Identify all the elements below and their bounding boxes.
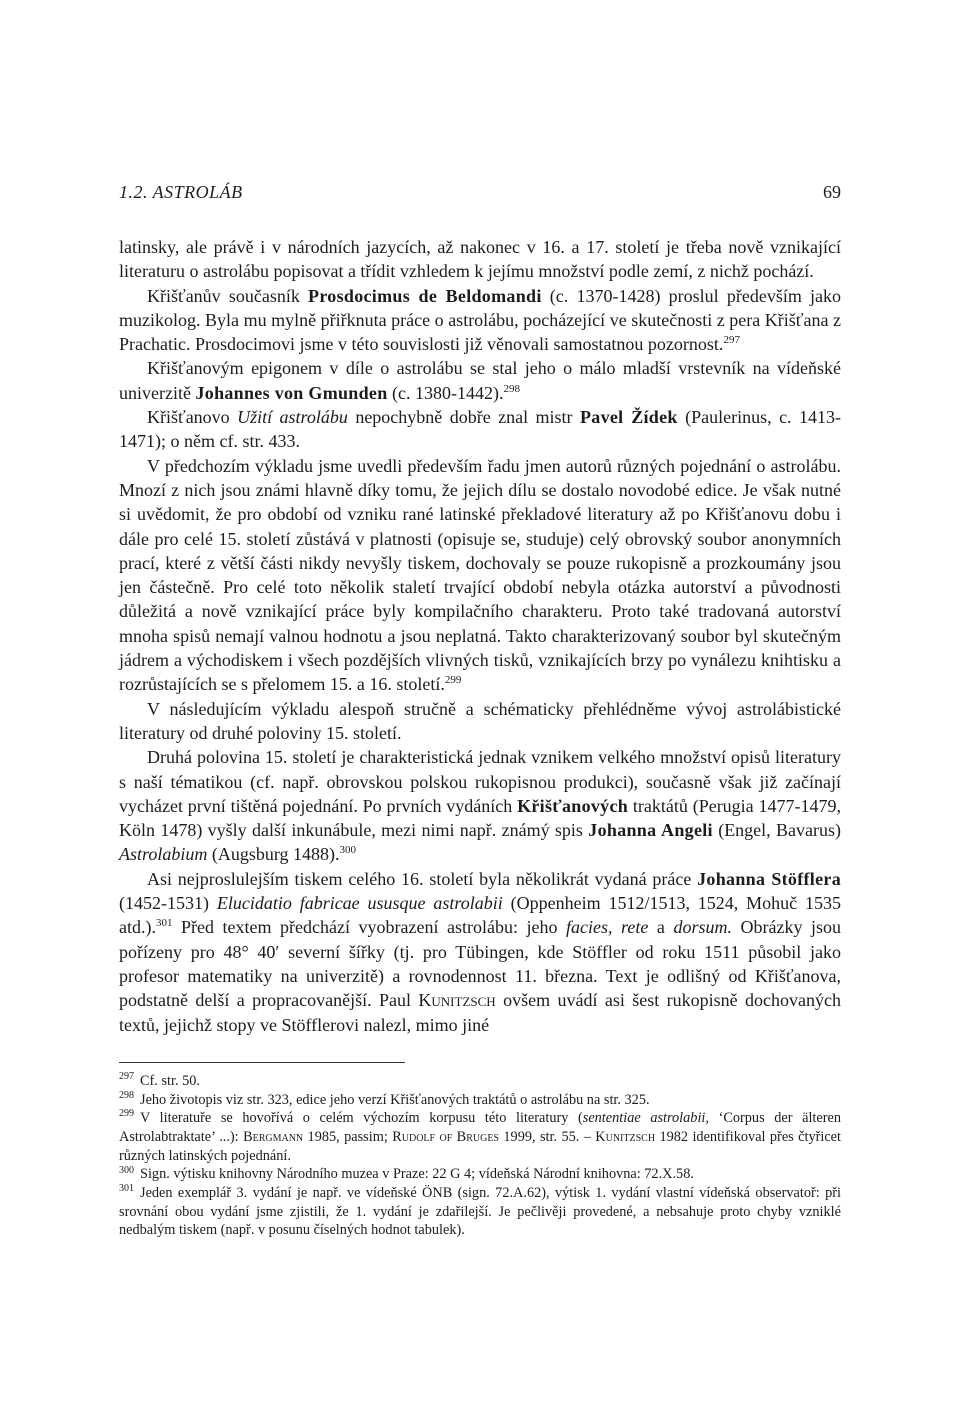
paragraph — [119, 697, 841, 746]
text-run: (Augsburg 1488). — [207, 844, 340, 865]
text-run: (Engel, Bavarus) — [712, 820, 841, 841]
text-run: nepochybně dobře znal mistr — [347, 407, 580, 428]
text-run: 1999, str. 55. – — [499, 1128, 596, 1145]
text-run: Cf. str. 50. — [140, 1072, 200, 1089]
text-run: ‘Corpus der älteren Astrolabtraktate’ ...): — [119, 1110, 841, 1145]
paragraph — [119, 405, 841, 454]
text-run: Jeho životopis viz str. 323, edice jeho verzí Křišťanových traktátů o astrolábu na str. 325. — [140, 1091, 650, 1108]
text-run: V následujícím výkladu alespoň stručně a schématicky přehlédněme vývoj astrolábistické literatury od druhé poloviny 15. století. — [119, 698, 841, 743]
footnote-ref: 299 — [444, 674, 462, 687]
section-title: 1.2. ASTROLÁB — [119, 182, 243, 202]
text-run: Křišťanův současník — [147, 285, 309, 306]
small-caps-name: Kunitzsch — [595, 1128, 656, 1145]
footnote-ref: 300 — [339, 844, 357, 857]
small-caps-name: Bergmann — [243, 1128, 304, 1145]
text-run: (c. 1380-1442). — [387, 382, 504, 403]
footnote-ref: 301 — [155, 917, 173, 930]
paragraph — [119, 745, 841, 866]
text-run: 1982 identifikoval přes čtyřicet různých latinských pojednání. — [119, 1128, 841, 1164]
footnote-number: 301 — [119, 1183, 134, 1195]
text-run: Před textem předchází vyobrazení astrolábu: jeho — [172, 917, 567, 938]
bold-name: Pavel Žídek — [579, 407, 678, 428]
italic-text: Astrolabium — [119, 844, 208, 865]
text-run: Druhá polovina 15. století je charakteristická jednak vznikem velkého množství opisů literatury s naší tématikou (cf. např. obrovskou polskou rukopisnou produkci), současně však již začínají vycházet první tištěná pojednání. Po prvních vydáních — [119, 747, 841, 816]
footnote-number: 297 — [119, 1071, 134, 1083]
page — [119, 182, 841, 1240]
paragraph — [119, 454, 841, 697]
text-run: V literatuře se hovořívá o celém výchozím korpusu této literatury ( — [140, 1110, 583, 1127]
text-run: Asi nejproslulejším tiskem celého 16. století byla několikrát vydaná práce — [147, 868, 698, 889]
text-run: (Paulerinus, c. 1413-1471); o něm cf. str. 433. — [119, 407, 841, 452]
footnote — [119, 1091, 841, 1110]
italic-text: sententiae astrolabii, — [582, 1110, 709, 1127]
footnote — [119, 1109, 841, 1165]
footnote-number: 299 — [119, 1108, 134, 1120]
footnote-number: 298 — [119, 1089, 134, 1101]
text-run: traktátů (Perugia 1477-1479, Köln 1478) vyšly další inkunábule, mezi nimi např. známý spis — [119, 795, 841, 841]
footnote — [119, 1072, 841, 1091]
paragraph — [119, 356, 841, 405]
page-number: 69 — [823, 182, 841, 202]
footnote-ref: 298 — [503, 382, 521, 395]
small-caps-name: Kunitzsch — [418, 990, 496, 1011]
paragraph — [119, 284, 841, 357]
text-run: Obrázky jsou pořízeny pro 48° 40′ severní šířky (tj. pro Tübingen, kde Stöffler od roku 1511 působil jako profesor matematiky na univerzitě) a rovnodennost 11. března. Text je odlišný od Křišťanova, podstatně delší a propracovanější. Paul — [119, 917, 841, 1011]
text-run: (1452-1531) — [119, 893, 217, 914]
footnote-separator — [119, 1062, 405, 1063]
text-run: latinsky, ale právě i v národních jazycích, až nakonec v 16. a 17. století je třeba nově vznikající literaturu o astrolábu popisovat a třídit vzhledem k jejímu množství podle zemí, z nichž pochází. — [119, 237, 841, 282]
italic-text: Elucidatio fabricae ususque astrolabii — [216, 893, 503, 914]
footnote-number: 300 — [119, 1164, 134, 1176]
paragraph — [119, 867, 841, 1037]
bold-name: Johanna Stöfflera — [697, 868, 841, 889]
text-run: Křišťanovým epigonem v díle o astrolábu se stal jeho o málo mladší vrstevník na vídeňské univerzitě — [119, 358, 841, 403]
footnotes — [119, 1072, 841, 1240]
text-run: Jeden exemplář 3. vydání je např. ve vídeňské ÖNB (sign. 72.A.62), výtisk 1. vydání vlastní vídeňská observatoř: při srovnání obou vydání jsme zjistili, že 1. vydání je zdařilejší. Je pečlivěji provedené, a nebsahuje proto chyby vzniklé nedbalým tiskem (např. v posunu číselných hodnot tabulek). — [119, 1185, 841, 1239]
paragraph — [119, 235, 841, 284]
text-run: Křišťanovo — [147, 407, 238, 428]
footnote — [119, 1165, 841, 1184]
footnote — [119, 1184, 841, 1240]
italic-text: dorsum. — [673, 917, 732, 938]
text-run: (Oppenheim 1512/1513, 1524, Mohuč 1535 atd.). — [119, 893, 842, 938]
text-run: V předchozím výkladu jsme uvedli především řadu jmen autorů různých pojednání o astrolábu. Mnozí z nich jsou známi hlavně díky tomu, že jejich dílu se dostalo novodobé edice. Je však nutné si uvědomit, že pro období od vzniku rané latinské překladové literatury až po Křišťanovu dobu i dále pro celé 15. století zůstává v platnosti (opisuje se, studuje) celý obrovský soubor anonymních prací, které z větší části nikdy nevyšly tiskem, dochovaly se pouze rukopisně a prozkoumány jsou jen částečně. Pro celé toto několik staletí trvající období nebyla otázka autorství a původnosti důležitá a nově vznikající práce byly kompilačního charakteru. Proto také tradovaná autorství mnoha spisů nemají valnou hodnotu a jsou neplatná. Takto charakterizovaný soubor byl skutečným jádrem a východiskem i všech pozdějších vlivných tisků, vznikajících brzy po vynálezu knihtisku a rozrůstajících se s přelomem 15. a 16. století. — [119, 455, 841, 695]
bold-name: Johanna Angeli — [588, 820, 713, 841]
bold-name: Johannes von Gmunden — [195, 382, 388, 403]
small-caps-name: Rudolf of Bruges — [392, 1128, 499, 1145]
text-run: (c. 1370-1428) proslul především jako muzikolog. Byla mu mylně přiřknuta práce o astrolábu, pocházející ve skutečnosti z pera Křišťana z Prachatic. Prosdocimovi jsme v této souvislosti již věnovali samostatnou pozornost. — [119, 285, 841, 355]
italic-text: Užití astrolábu — [237, 407, 348, 428]
bold-name: Prosdocimus de Beldomandi — [308, 285, 542, 306]
text-run: Sign. výtisku knihovny Národního muzea v Praze: 22 G 4; vídeňská Národní knihovna: 72.X.58. — [140, 1166, 694, 1183]
text-run: a — [648, 917, 674, 938]
text-run: ovšem uvádí asi šest rukopisně dochovaných textů, jejichž stopy ve Stöfflerovi nalezl, mimo jiné — [119, 990, 841, 1035]
italic-text: facies, rete — [566, 917, 649, 938]
text-run: 1985, passim; — [303, 1128, 393, 1145]
footnote-ref: 297 — [723, 334, 740, 347]
main-text — [119, 235, 841, 1037]
running-header — [119, 182, 841, 212]
bold-name: Křišťanových — [517, 795, 629, 816]
